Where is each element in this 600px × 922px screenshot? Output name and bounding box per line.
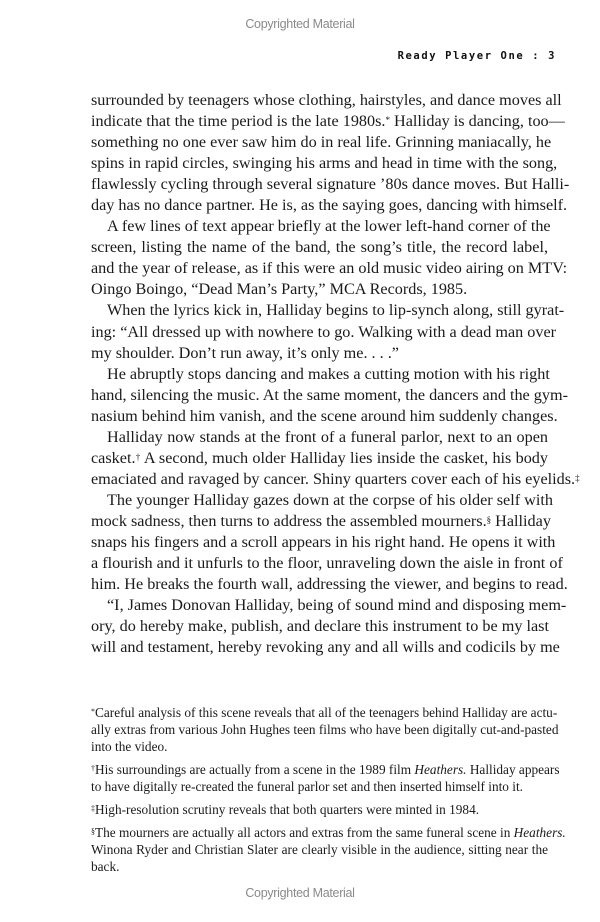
- text-line: [91, 490, 553, 511]
- text-segment: something no one ever saw him do in real life. Grinning maniacally, he: [91, 133, 552, 152]
- text-segment: Halliday now stands at the front of a funeral parlor, next to an open: [107, 427, 548, 446]
- text-segment: hand, silencing the music. At the same moment, the dancers and the gym-: [91, 385, 568, 404]
- text-line: [91, 595, 567, 616]
- paragraph: [91, 90, 570, 216]
- footnote-marker: *: [91, 707, 95, 716]
- footnote-line: [91, 801, 548, 818]
- text-line: [91, 174, 570, 195]
- footnote-marker: ‡: [91, 804, 95, 813]
- text-segment: He abruptly stops dancing and makes a cutting motion with his right: [107, 364, 550, 383]
- text-segment: Oingo Boingo, “Dead Man’s Party,” MCA Records, 1985.: [91, 280, 468, 299]
- text-segment: ory, do hereby make, publish, and declare this instrument to be my last: [91, 617, 549, 636]
- footnote-marker: §: [91, 827, 95, 836]
- body-text: [91, 90, 580, 658]
- paragraph: [91, 490, 568, 595]
- text-segment: screen, listing the name of the band, the song’s title, the record label,: [91, 238, 548, 257]
- text-line: [91, 237, 548, 258]
- text-line: [91, 90, 562, 111]
- text-segment: High-resolution scrutiny reveals that both quarters were minted in 1984.: [95, 802, 480, 817]
- text-segment: and the year of release, as if this were an old music video airing on MTV:: [91, 259, 568, 278]
- text-segment: my shoulder. Don’t run away, it’s only me. . . .”: [91, 343, 399, 362]
- footnote-line: [91, 721, 559, 738]
- text-line: [91, 195, 568, 216]
- text-segment: ally extras from various John Hughes teen films who have been digitally cut-and-pasted: [91, 722, 559, 737]
- footnote-marker: *: [385, 115, 390, 126]
- text-segment: Halliday appears: [466, 762, 560, 777]
- text-segment: ing: “All dressed up with nowhere to go. Walking with a dead man over: [91, 322, 557, 341]
- text-line: [91, 216, 551, 237]
- text-segment: A few lines of text appear briefly at the lower left-hand corner of the: [107, 217, 551, 236]
- footnote: [91, 761, 560, 795]
- text-segment: Halliday is dancing, too—: [389, 112, 565, 131]
- footnote-marker: †: [91, 764, 95, 773]
- running-head: Ready Player One : 3: [397, 50, 556, 62]
- text-segment: The mourners are actually all actors and extras from the same funeral scene in: [95, 825, 514, 840]
- text-segment: “I, James Donovan Halliday, being of sound mind and disposing mem-: [107, 596, 567, 615]
- text-line: [91, 364, 548, 385]
- text-line: [91, 258, 568, 279]
- text-line: [91, 406, 558, 427]
- footnote-line: [91, 824, 566, 841]
- footnote-marker: ‡: [575, 472, 580, 483]
- text-segment: indicate that the time period is the late 1980s.: [91, 112, 386, 131]
- italic-title: Heathers.: [513, 825, 566, 840]
- text-segment: The younger Halliday gazes down at the corpse of his older self with: [107, 490, 553, 509]
- footnote-line: [91, 738, 548, 755]
- text-segment: casket.: [91, 448, 136, 467]
- text-segment: to have digitally re-created the funeral parlor set and then inserted himself into it.: [91, 779, 523, 794]
- text-segment: day has no dance partner. He is, as the saying goes, dancing with himself.: [91, 196, 568, 215]
- footnote-marker: †: [135, 451, 141, 462]
- text-line: [91, 574, 568, 595]
- text-segment: nasium behind him vanish, and the scene around him suddenly changes.: [91, 406, 558, 425]
- italic-title: Heathers.: [414, 762, 467, 777]
- text-segment: mock sadness, then turns to address the assembled mourners.: [91, 511, 487, 530]
- text-segment: flawlessly cycling through several signature ’80s dance moves. But Halli-: [91, 175, 570, 194]
- footnote-marker: §: [486, 514, 492, 525]
- text-line: [91, 637, 560, 658]
- text-line: [91, 132, 552, 153]
- text-segment: His surroundings are actually from a scene in the 1989 film: [95, 762, 415, 777]
- text-segment: snaps his fingers and a scroll appears in his right hand. He opens it with: [91, 532, 556, 551]
- text-segment: Winona Ryder and Christian Slater are clearly visible in the audience, sitting near the: [91, 842, 548, 857]
- paragraph: [91, 595, 567, 658]
- footnote: [91, 801, 548, 818]
- copyright-watermark-bottom: Copyrighted Material: [245, 886, 355, 900]
- text-line: [91, 279, 548, 300]
- text-line: [91, 448, 548, 469]
- copyright-watermark-top: Copyrighted Material: [245, 17, 355, 31]
- text-segment: a flourish and it unfurls to the floor, unraveling down the aisle in front of: [91, 554, 563, 573]
- text-line: [91, 111, 565, 132]
- text-line: [91, 553, 563, 574]
- footnote-line: [91, 778, 548, 795]
- text-line: [91, 469, 580, 490]
- text-segment: will and testament, hereby revoking any and all wills and codicils by me: [91, 638, 560, 657]
- footnote-line: [91, 761, 560, 778]
- paragraph: [91, 364, 568, 427]
- text-line: [91, 385, 568, 406]
- text-segment: emaciated and ravaged by cancer. Shiny quarters cover each of his eyelids.: [91, 469, 576, 488]
- text-segment: Careful analysis of this scene reveals that all of the teenagers behind Halliday are actu-: [95, 705, 558, 720]
- footnote: [91, 704, 559, 755]
- footnote-line: [91, 858, 548, 875]
- paragraph: [91, 216, 568, 300]
- text-line: [91, 532, 556, 553]
- text-line: [91, 322, 557, 343]
- footnote-line: [91, 704, 558, 721]
- text-segment: back.: [91, 859, 120, 874]
- footnote: [91, 824, 566, 875]
- text-segment: A second, much older Halliday lies inside the casket, his body: [140, 448, 548, 467]
- text-segment: When the lyrics kick in, Halliday begins to lip-synch along, still gyrat-: [107, 301, 565, 320]
- text-line: [91, 300, 565, 321]
- text-line: [91, 153, 558, 174]
- paragraph: [91, 300, 565, 363]
- text-segment: into the video.: [91, 739, 168, 754]
- text-segment: surrounded by teenagers whose clothing, hairstyles, and dance moves all: [91, 91, 562, 109]
- text-line: [91, 616, 548, 637]
- text-line: [91, 511, 551, 532]
- footnote-line: [91, 841, 548, 858]
- text-segment: him. He breaks the fourth wall, addressing the viewer, and begins to read.: [91, 575, 568, 594]
- text-segment: Halliday: [491, 511, 551, 530]
- text-line: [91, 427, 548, 448]
- text-segment: spins in rapid circles, swinging his arms and head in time with the song,: [91, 154, 558, 173]
- text-line: [91, 343, 548, 364]
- footnotes: [91, 704, 566, 881]
- paragraph: [91, 427, 580, 490]
